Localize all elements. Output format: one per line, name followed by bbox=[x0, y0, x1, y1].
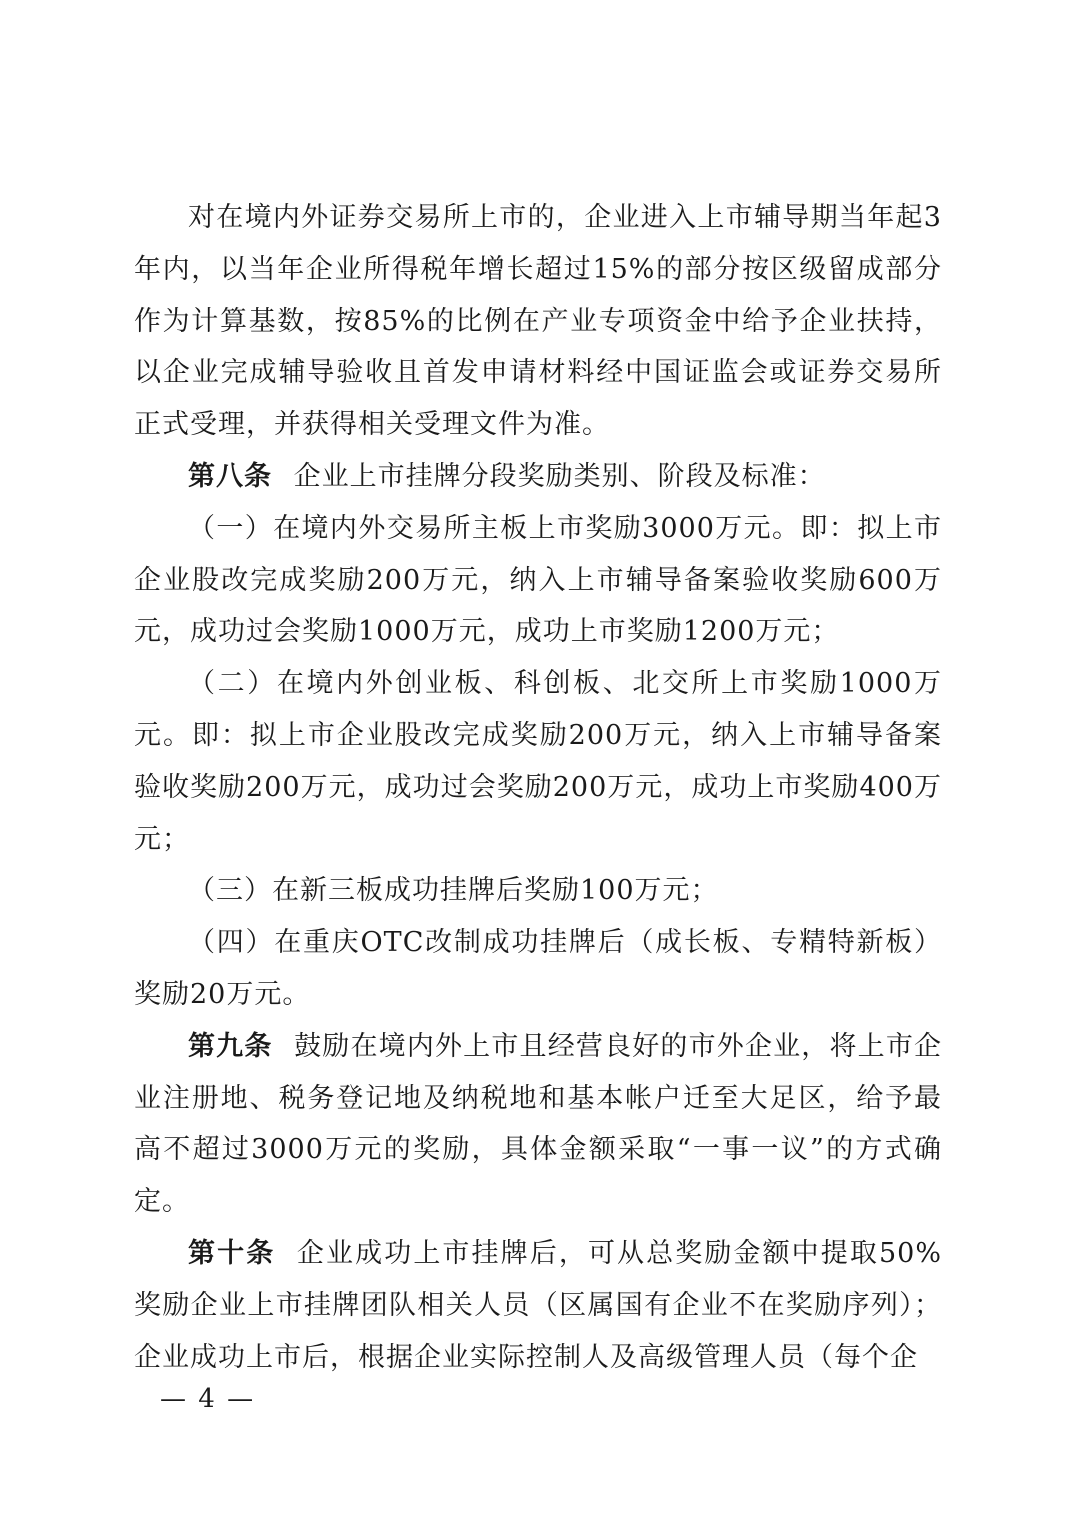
article-8-item-1 bbox=[134, 503, 942, 658]
article-10-text: 企业成功上市挂牌后，可从总奖励金额中提取50%奖励企业上市挂牌团队相关人员（区属国有企业不在奖励序列）；企业成功上市后，根据企业实际控制人及高级管理人员（每个企 bbox=[134, 1237, 942, 1373]
article-8-item-2 bbox=[134, 658, 942, 865]
item-text: （一）在境内外交易所主板上市奖励3000万元。即：拟上市企业股改完成奖励200万元，纳入上市辅导备案验收奖励600万元，成功过会奖励1000万元，成功上市奖励1200万元； bbox=[134, 512, 942, 648]
article-8-heading: 第八条 bbox=[188, 460, 272, 492]
paragraph-tax-support bbox=[134, 192, 942, 451]
page-number: — 4 — bbox=[160, 1384, 256, 1414]
article-10-heading: 第十条 bbox=[188, 1237, 276, 1269]
paragraph-text: 对在境内外证券交易所上市的，企业进入上市辅导期当年起3年内，以当年企业所得税年增长超过15%的部分按区级留成部分作为计算基数，按85%的比例在产业专项资金中给予企业扶持，以企业完成辅导验收且首发申请材料经中国证监会或证券交易所正式受理，并获得相关受理文件为准。 bbox=[134, 202, 942, 441]
article-8-item-4 bbox=[134, 917, 942, 1021]
item-text: （四）在重庆OTC改制成功挂牌后（成长板、专精特新板）奖励20万元。 bbox=[134, 927, 942, 1010]
article-9-heading: 第九条 bbox=[188, 1030, 273, 1062]
article-8 bbox=[134, 451, 942, 503]
article-8-item-3 bbox=[134, 865, 942, 917]
item-text: （三）在新三板成功挂牌后奖励100万元； bbox=[188, 875, 719, 907]
article-8-text: 企业上市挂牌分段奖励类别、阶段及标准： bbox=[293, 460, 826, 492]
article-9 bbox=[134, 1021, 942, 1228]
item-text: （二）在境内外创业板、科创板、北交所上市奖励1000万元。即：拟上市企业股改完成奖励200万元，纳入上市辅导备案验收奖励200万元，成功过会奖励200万元，成功上市奖励400万元； bbox=[134, 668, 942, 855]
article-10 bbox=[134, 1228, 942, 1383]
article-9-text: 鼓励在境内外上市且经营良好的市外企业，将上市企业注册地、税务登记地及纳税地和基本帐户迁至大足区，给予最高不超过3000万元的奖励，具体金额采取“一事一议”的方式确定。 bbox=[134, 1030, 943, 1218]
document-body bbox=[134, 192, 942, 1383]
